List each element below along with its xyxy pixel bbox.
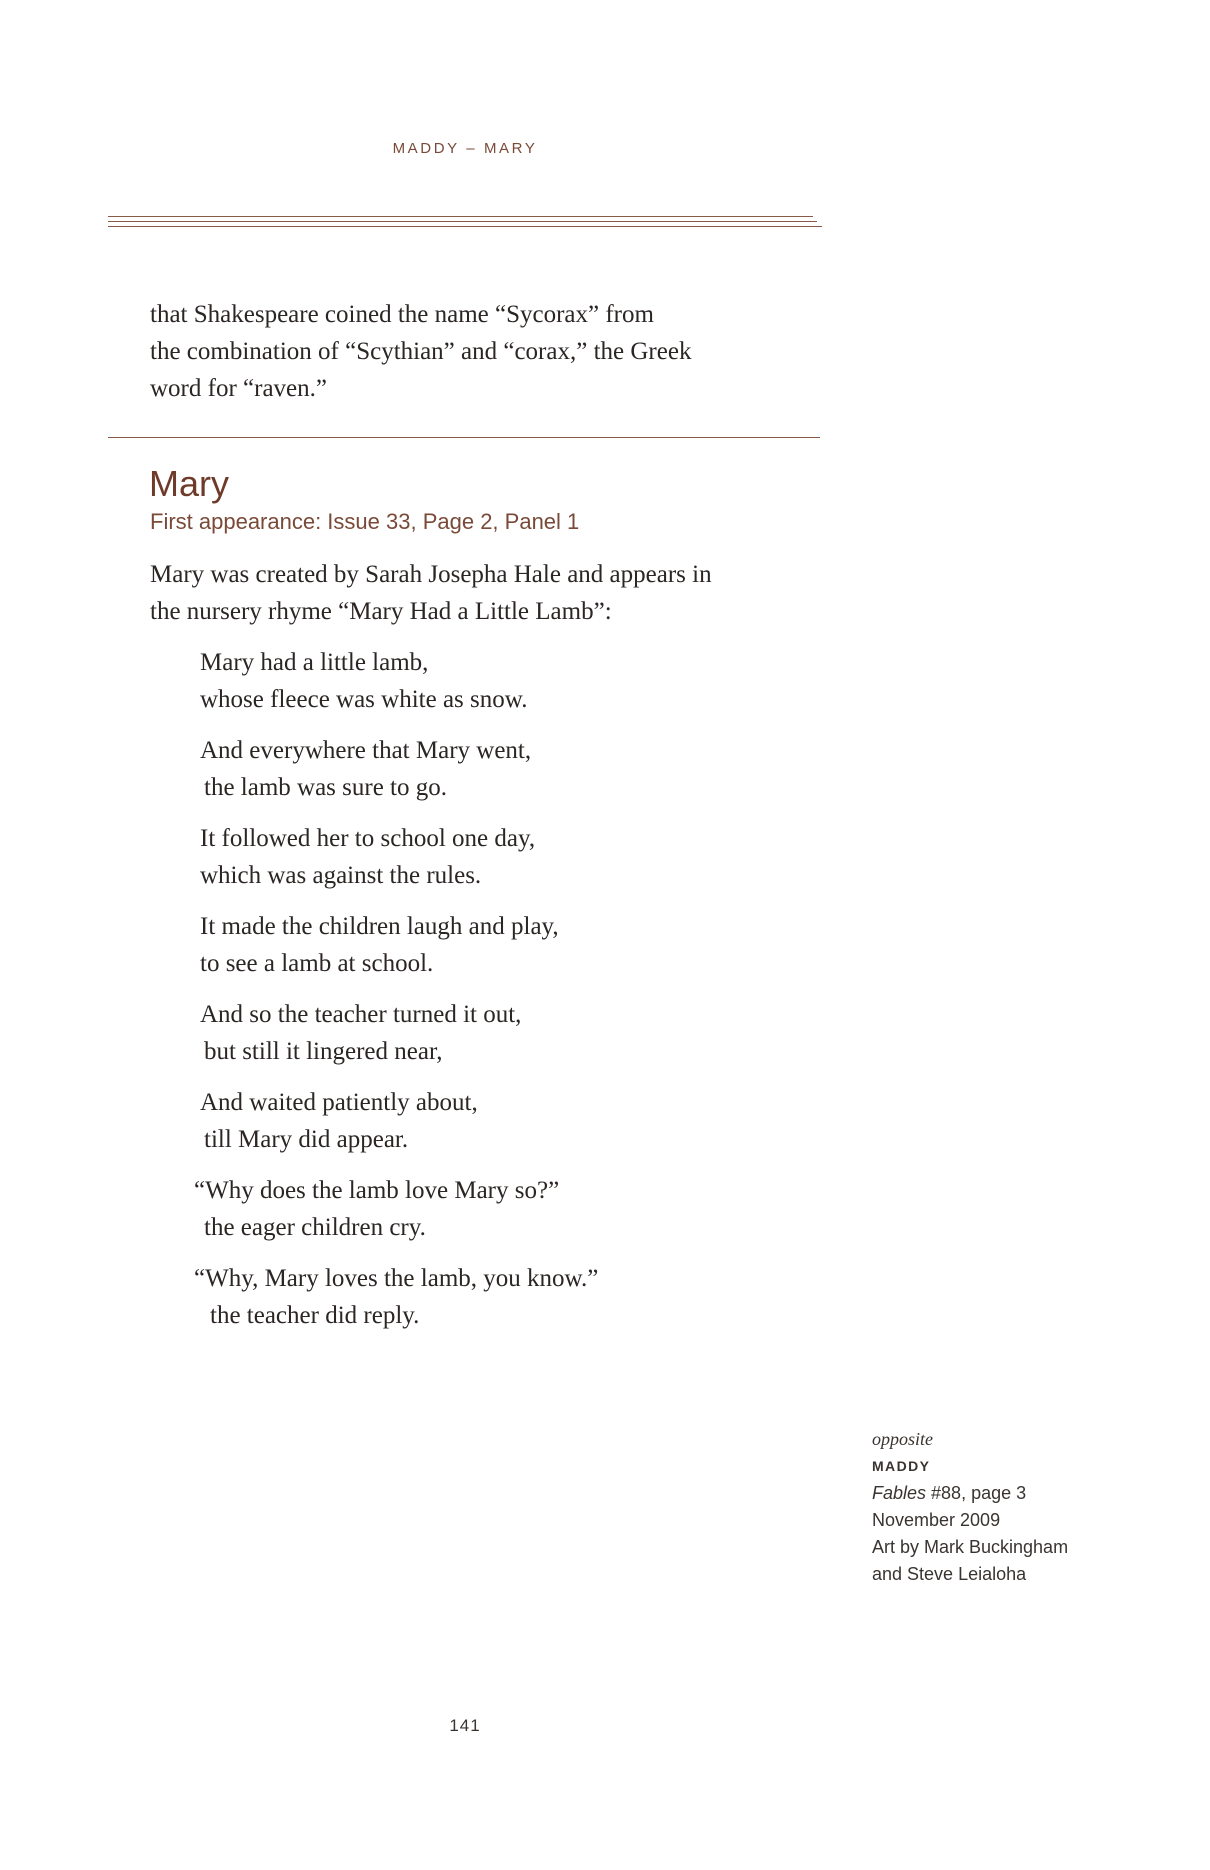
description-line: Mary was created by Sarah Josepha Hale and appears in	[150, 561, 712, 588]
poem-line: the eager children cry.	[204, 1214, 426, 1241]
first-appearance: First appearance: Issue 33, Page 2, Panel 1	[150, 509, 580, 534]
poem-line: And waited patiently about,	[200, 1089, 478, 1116]
caption-issue	[872, 1480, 1172, 1507]
poem-stanza	[200, 644, 720, 718]
poem-stanza	[200, 1084, 720, 1158]
poem-stanza	[194, 1260, 720, 1334]
poem-line: but still it lingered near,	[204, 1038, 443, 1065]
description-line: the nursery rhyme “Mary Had a Little Lamb”:	[150, 598, 612, 625]
section-divider	[108, 437, 820, 438]
caption-subject: MADDY	[872, 1458, 931, 1474]
continued-paragraph	[150, 296, 770, 407]
poem-line: which was against the rules.	[200, 862, 482, 889]
entry-description	[150, 556, 790, 630]
image-caption	[872, 1426, 1172, 1588]
header-rule-line	[108, 216, 813, 217]
poem-stanza	[200, 732, 720, 806]
page-number: 141	[449, 1716, 481, 1735]
poem-line: And everywhere that Mary went,	[200, 737, 532, 764]
caption-label: opposite	[872, 1429, 933, 1449]
caption-credit: and Steve Leialoha	[872, 1564, 1027, 1584]
poem-line: the lamb was sure to go.	[204, 774, 448, 801]
poem-line: And so the teacher turned it out,	[200, 1001, 522, 1028]
poem-line: the teacher did reply.	[210, 1302, 420, 1329]
paragraph-line: the combination of “Scythian” and “corax,” the Greek	[150, 338, 692, 365]
entry-title: Mary	[149, 463, 229, 504]
poem-line: It made the children laugh and play,	[200, 913, 559, 940]
poem-stanza	[200, 996, 720, 1070]
header-triple-rule	[108, 216, 822, 230]
poem	[194, 644, 720, 1348]
poem-line: Mary had a little lamb,	[200, 649, 429, 676]
poem-line: “Why does the lamb love Mary so?”	[194, 1177, 560, 1204]
poem-stanza	[200, 908, 720, 982]
poem-line: It followed her to school one day,	[200, 825, 536, 852]
header-rule-line	[108, 221, 817, 222]
running-head: MADDY – MARY	[392, 140, 538, 157]
caption-date: November 2009	[872, 1510, 1001, 1530]
poem-stanza	[200, 820, 720, 894]
poem-line: whose fleece was white as snow.	[200, 686, 528, 713]
paragraph-line: word for “raven.”	[150, 375, 327, 402]
poem-line: till Mary did appear.	[204, 1126, 409, 1153]
caption-issue-rest: #88, page 3	[926, 1483, 1027, 1503]
paragraph-line: that Shakespeare coined the name “Sycorax” from	[150, 301, 654, 328]
poem-line: to see a lamb at school.	[200, 950, 434, 977]
poem-line: “Why, Mary loves the lamb, you know.”	[194, 1265, 599, 1292]
poem-stanza	[194, 1172, 720, 1246]
header-rule-line	[108, 226, 822, 227]
caption-credit: Art by Mark Buckingham	[872, 1537, 1069, 1557]
caption-issue-title: Fables	[872, 1483, 927, 1503]
